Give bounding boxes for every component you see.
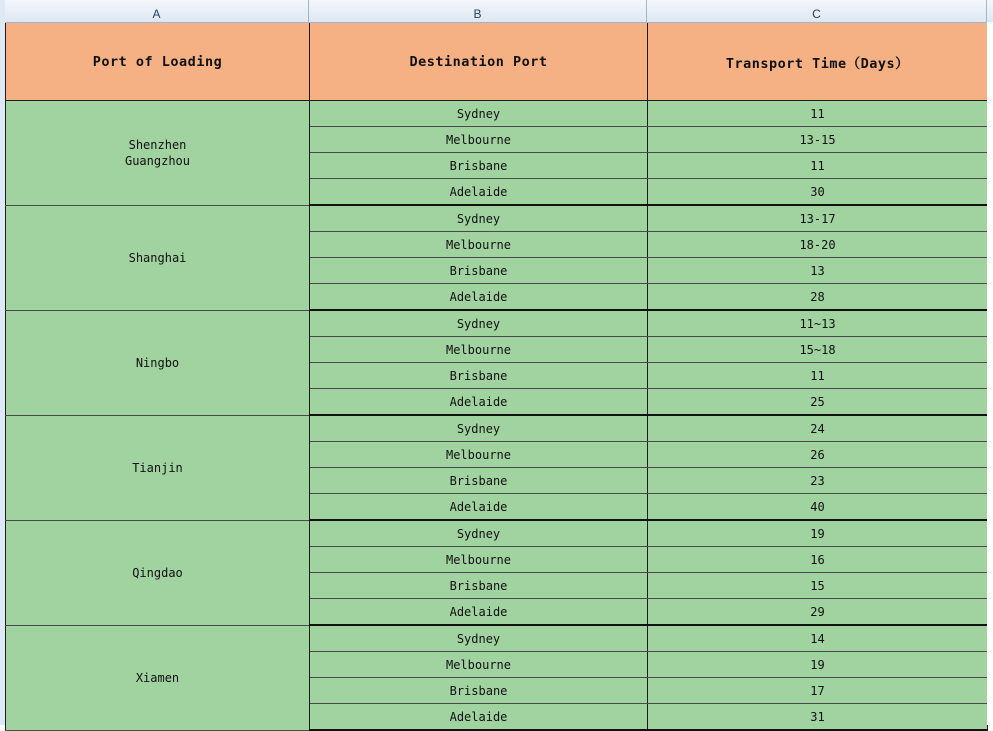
destination-port-cell[interactable]: Brisbane (310, 258, 648, 284)
transport-time-cell[interactable]: 18-20 (648, 232, 988, 258)
table-row (6, 310, 988, 337)
port-of-loading-cell[interactable]: Shanghai (6, 205, 310, 310)
destination-port-cell[interactable]: Adelaide (310, 704, 648, 731)
destination-port-cell[interactable]: Melbourne (310, 547, 648, 573)
transport-time-cell[interactable]: 40 (648, 494, 988, 521)
destination-port-cell[interactable]: Sydney (310, 520, 648, 547)
sheet-right-edge (987, 22, 993, 725)
port-of-loading-cell[interactable]: Xiamen (6, 625, 310, 730)
destination-port-cell[interactable]: Melbourne (310, 337, 648, 363)
transport-time-cell[interactable]: 13-17 (648, 205, 988, 232)
transport-time-cell[interactable]: 29 (648, 599, 988, 626)
header-port-of-loading[interactable]: Port of Loading (6, 23, 310, 101)
destination-port-cell[interactable]: Sydney (310, 415, 648, 442)
destination-port-cell[interactable]: Brisbane (310, 363, 648, 389)
transport-time-cell[interactable]: 11 (648, 101, 988, 127)
transport-time-cell[interactable]: 17 (648, 678, 988, 704)
port-of-loading-cell[interactable]: Shenzhen Guangzhou (6, 101, 310, 206)
transport-time-cell[interactable]: 26 (648, 442, 988, 468)
destination-port-cell[interactable]: Melbourne (310, 442, 648, 468)
transport-time-cell[interactable]: 31 (648, 704, 988, 731)
destination-port-cell[interactable]: Melbourne (310, 127, 648, 153)
transport-time-cell[interactable]: 13-15 (648, 127, 988, 153)
destination-port-cell[interactable]: Sydney (310, 310, 648, 337)
column-header-bar (5, 0, 993, 23)
transport-time-table (5, 23, 988, 731)
transport-time-cell[interactable]: 25 (648, 389, 988, 416)
column-header-c[interactable]: C (647, 0, 987, 22)
destination-port-cell[interactable]: Melbourne (310, 652, 648, 678)
table-row (6, 101, 988, 127)
transport-time-cell[interactable]: 15 (648, 573, 988, 599)
destination-port-cell[interactable]: Sydney (310, 205, 648, 232)
transport-time-cell[interactable]: 14 (648, 625, 988, 652)
destination-port-cell[interactable]: Brisbane (310, 573, 648, 599)
transport-time-cell[interactable]: 19 (648, 520, 988, 547)
destination-port-cell[interactable]: Adelaide (310, 599, 648, 626)
destination-port-cell[interactable]: Adelaide (310, 389, 648, 416)
transport-time-cell[interactable]: 15~18 (648, 337, 988, 363)
transport-time-cell[interactable]: 11~13 (648, 310, 988, 337)
table-row (6, 625, 988, 652)
transport-time-cell[interactable]: 13 (648, 258, 988, 284)
port-of-loading-cell[interactable]: Tianjin (6, 415, 310, 520)
transport-time-cell[interactable]: 11 (648, 363, 988, 389)
table-row (6, 415, 988, 442)
port-of-loading-cell[interactable]: Qingdao (6, 520, 310, 625)
table-row (6, 520, 988, 547)
destination-port-cell[interactable]: Melbourne (310, 232, 648, 258)
column-header-b[interactable]: B (309, 0, 647, 22)
transport-time-cell[interactable]: 30 (648, 179, 988, 206)
destination-port-cell[interactable]: Adelaide (310, 494, 648, 521)
destination-port-cell[interactable]: Brisbane (310, 678, 648, 704)
transport-time-cell[interactable]: 28 (648, 284, 988, 311)
column-header-a[interactable]: A (5, 0, 309, 22)
header-destination-port[interactable]: Destination Port (310, 23, 648, 101)
port-of-loading-cell[interactable]: Ningbo (6, 310, 310, 415)
transport-time-cell[interactable]: 16 (648, 547, 988, 573)
destination-port-cell[interactable]: Adelaide (310, 179, 648, 206)
destination-port-cell[interactable]: Brisbane (310, 468, 648, 494)
destination-port-cell[interactable]: Adelaide (310, 284, 648, 311)
destination-port-cell[interactable]: Sydney (310, 101, 648, 127)
transport-time-cell[interactable]: 23 (648, 468, 988, 494)
table-header-row (6, 23, 988, 101)
table-row (6, 205, 988, 232)
transport-time-cell[interactable]: 24 (648, 415, 988, 442)
transport-time-cell[interactable]: 11 (648, 153, 988, 179)
destination-port-cell[interactable]: Brisbane (310, 153, 648, 179)
destination-port-cell[interactable]: Sydney (310, 625, 648, 652)
header-transport-time[interactable]: Transport Time（Days） (648, 23, 988, 101)
transport-time-cell[interactable]: 19 (648, 652, 988, 678)
